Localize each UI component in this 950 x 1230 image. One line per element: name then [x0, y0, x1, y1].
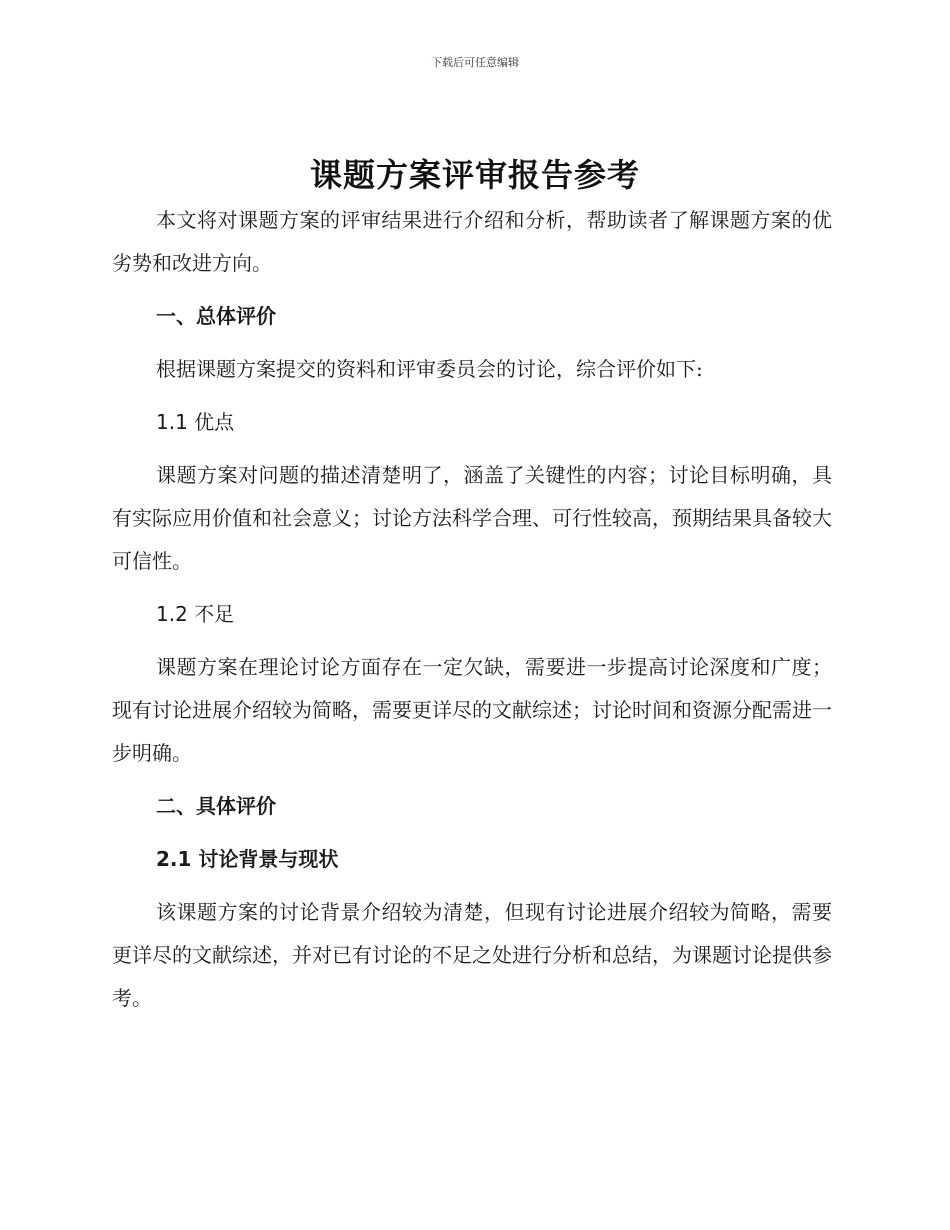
- section1-1-body: 课题方案对问题的描述清楚明了，涵盖了关键性的内容；讨论目标明确，具有实际应用价值和社会意义；讨论方法科学合理、可行性较高，预期结果具备较大可信性。: [112, 463, 832, 573]
- document-body: [112, 199, 832, 1020]
- section2-1-heading: 2.1 讨论背景与现状: [156, 847, 339, 871]
- section1-2-heading: 1.2 不足: [156, 602, 235, 626]
- section1-lead: 根据课题方案提交的资料和评审委员会的讨论，综合评价如下:: [156, 357, 703, 381]
- section1-2-body: 课题方案在理论讨论方面存在一定欠缺，需要进一步提高讨论深度和广度；现有讨论进展介绍较为简略，需要更详尽的文献综述；讨论时间和资源分配需进一步明确。: [112, 655, 832, 765]
- document-title: 课题方案评审报告参考: [309, 156, 640, 194]
- section2-heading: 二、具体评价: [156, 794, 276, 818]
- section2-1-body: 该课题方案的讨论背景介绍较为清楚，但现有讨论进展介绍较为简略，需要更详尽的文献综述，并对已有讨论的不足之处进行分析和总结，为课题讨论提供参考。: [112, 900, 832, 1010]
- header-note: 下载后可任意编辑: [431, 56, 519, 69]
- section1-1-heading: 1.1 优点: [156, 410, 235, 434]
- intro-paragraph: 本文将对课题方案的评审结果进行介绍和分析，帮助读者了解课题方案的优劣势和改进方向。: [112, 208, 832, 275]
- section1-heading: 一、总体评价: [156, 304, 276, 328]
